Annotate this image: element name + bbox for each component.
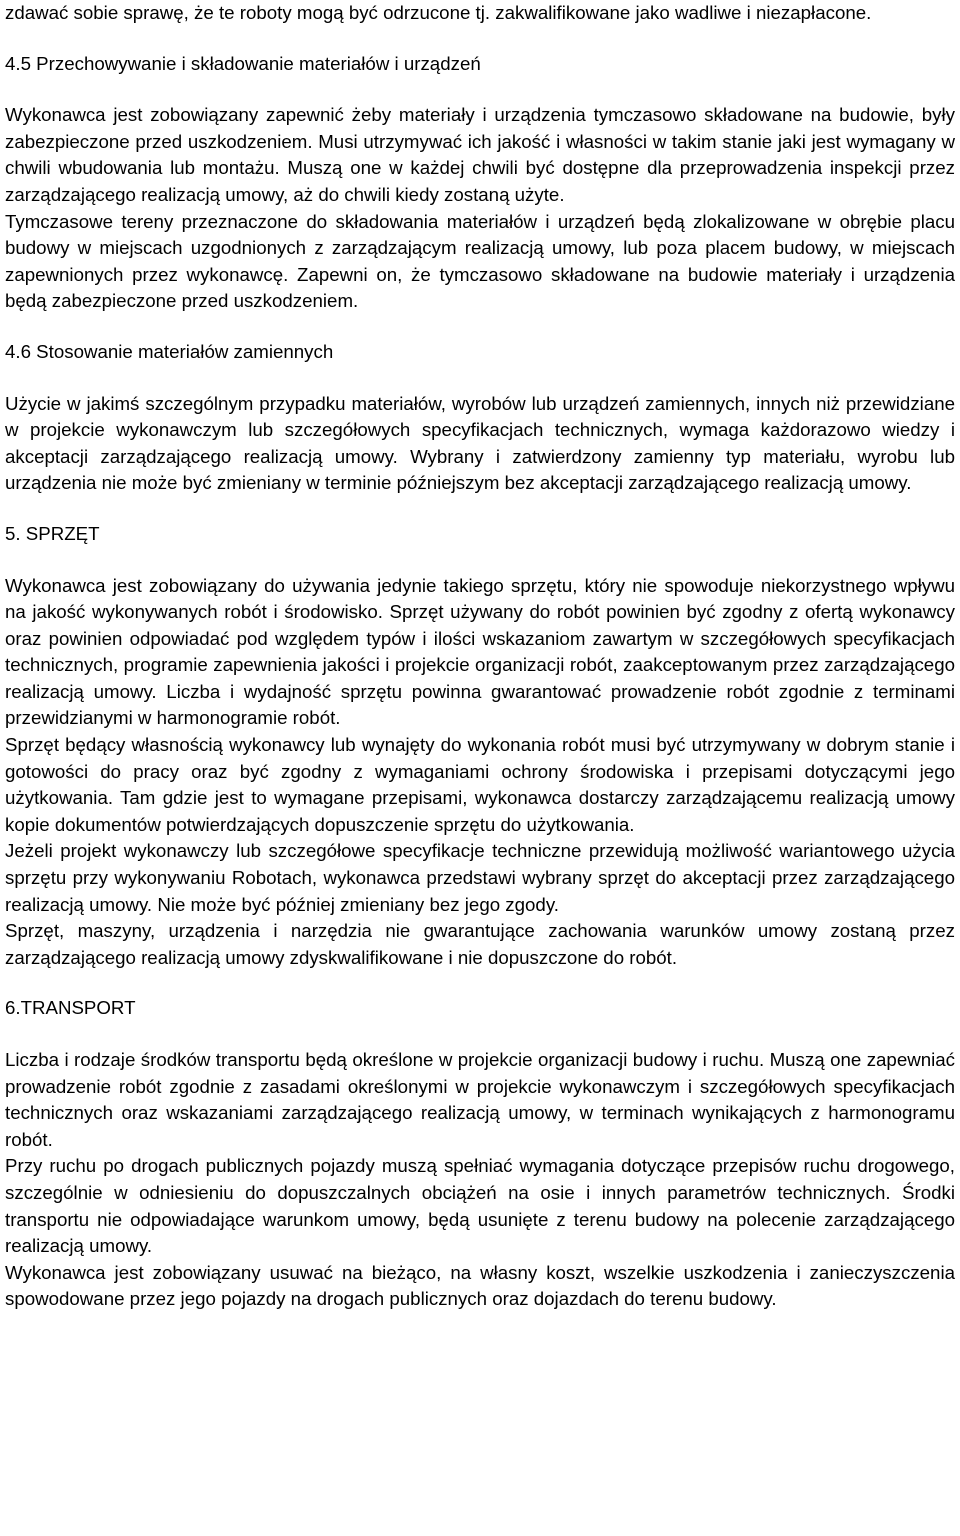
document-page xyxy=(5,0,955,1313)
spacer xyxy=(5,315,955,339)
section-5-paragraph-2: Sprzęt będący własnością wykonawcy lub wynajęty do wykonania robót musi być utrzymywany w dobrym stanie i gotowości do pracy oraz być zgodny z wymaganiami ochrony środowiska i przepisami dotyczącymi jego użytkowania. Tam gdzie jest to wymagane przepisami, wykonawca dostarczy zarządzającemu realizacją umowy kopie dokumentów potwierdzających dopuszczenie sprzętu do użytkowania. xyxy=(5,734,955,835)
spacer xyxy=(5,548,955,573)
spacer xyxy=(5,1022,955,1047)
section-6-paragraph-2: Przy ruchu po drogach publicznych pojazdy muszą spełniać wymagania dotyczące przepisów ruchu drogowego, szczególnie w odniesieniu do dopuszczalnych obciążeń na osie i innych parametrów technicznych. Środki transportu nie odpowiadające warunkom umowy, będą usunięte z terenu budowy na polecenie zarządzającego realizacją umowy. xyxy=(5,1155,955,1257)
section-5-heading: 5. SPRZĘT xyxy=(5,522,100,544)
section-6-paragraph-1: Liczba i rodzaje środków transportu będą określone w projekcie organizacji budowy i ruchu. Muszą one zapewniać prowadzenie robót zgodnie z zasadami określonymi w projekcie wykonawczym i szczegółowych specyfikacjach technicznych oraz wskazaniami zarządzającego realizacją umowy, w terminach wynikających z harmonogramu robót. xyxy=(5,1049,955,1150)
spacer xyxy=(5,366,955,391)
intro-fragment: zdawać sobie sprawę, że te roboty mogą być odrzucone tj. zakwalifikowane jako wadliwe i niezapłacone. xyxy=(5,2,872,23)
section-5-paragraph-3: Jeżeli projekt wykonawczy lub szczegółowe specyfikacje techniczne przewidują możliwość wariantowego użycia sprzętu przy wykonywaniu Robotach, wykonawca przedstawi wybrany sprzęt do akceptacji przez zarządzającego realizacją umowy. Nie może być później zmieniany bez jego zgody. xyxy=(5,840,955,915)
section-5-paragraph-4: Sprzęt, maszyny, urządzenia i narzędzia nie gwarantujące zachowania warunków umowy zostaną przez zarządzającego realizacją umowy zdyskwalifikowane i nie dopuszczone do robót. xyxy=(5,920,955,968)
section-6-heading: 6.TRANSPORT xyxy=(5,997,136,1019)
spacer xyxy=(5,971,955,995)
section-4-6-heading: 4.6 Stosowanie materiałów zamiennych xyxy=(5,340,334,362)
section-5-paragraph-1: Wykonawca jest zobowiązany do używania jedynie takiego sprzętu, który nie spowoduje niekorzystnego wpływu na jakość wykonywanych robót i środowisko. Sprzęt używany do robót powinien być zgodny z ofertą wykonawcy oraz powinien odpowiadać pod względem typów i ilości wskazaniom zawartym w szczegółowych specyfikacjach technicznych, programie zapewnienia jakości i projekcie organizacji robót, zaakceptowanym przez zarządzającego realizacją umowy. Liczba i wydajność sprzętu powinna gwarantować prowadzenie robót zgodnie z terminami przewidzianymi w harmonogramie robót. xyxy=(5,574,955,729)
section-4-6-paragraph-1: Użycie w jakimś szczególnym przypadku materiałów, wyrobów lub urządzeń zamiennych, innych niż przewidziane w projekcie wykonawczym lub szczegółowych specyfikacjach technicznych, wymaga każdorazowo wiedzy i akceptacji zarządzającego realizacją umowy. Wybrany i zatwierdzony zamienny typ materiału, wyrobu lub urządzenia nie może być zmieniany w terminie późniejszym bez akceptacji zarządzającego realizacją umowy. xyxy=(5,392,955,494)
spacer xyxy=(5,77,955,102)
section-4-5-paragraph-2: Tymczasowe tereny przeznaczone do składowania materiałów i urządzeń będą zlokalizowane w obrębie placu budowy w miejscach uzgodnionych z zarządzającym realizacją umowy, lub poza placem budowy, w miejscach zapewnionych przez wykonawcę. Zapewni on, że tymczasowo składowane na budowie materiały i urządzenia będą zabezpieczone przed uszkodzeniem. xyxy=(5,210,955,312)
spacer xyxy=(5,27,955,51)
section-4-5-paragraph-1: Wykonawca jest zobowiązany zapewnić żeby materiały i urządzenia tymczasowo składowane na budowie, były zabezpieczone przed uszkodzeniem. Musi utrzymywać ich jakość i własności w takim stanie jaki jest wymagany w chwili wbudowania lub montażu. Muszą one w każdej chwili być dostępne dla przeprowadzenia inspekcji przez zarządzającego realizacją umowy, aż do chwili kiedy zostaną użyte. xyxy=(5,104,955,205)
section-4-5-heading: 4.5 Przechowywanie i składowanie materiałów i urządzeń xyxy=(5,52,481,74)
spacer xyxy=(5,497,955,521)
section-6-paragraph-3: Wykonawca jest zobowiązany usuwać na bieżąco, na własny koszt, wszelkie uszkodzenia i zanieczyszczenia spowodowane przez jego pojazdy na drogach publicznych oraz dojazdach do terenu budowy. xyxy=(5,1261,955,1310)
